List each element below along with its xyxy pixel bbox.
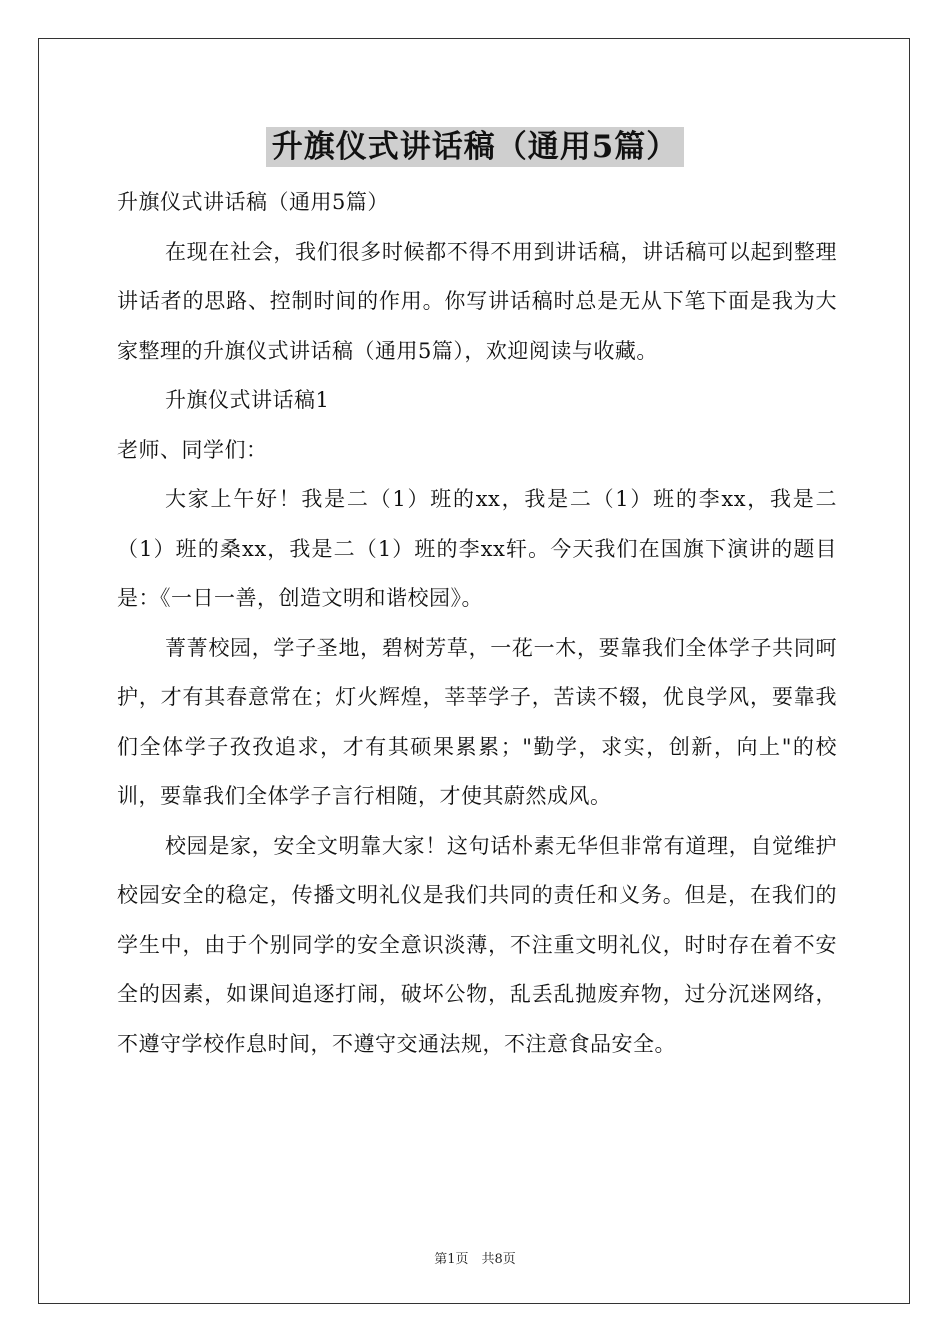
salutation: 老师、同学们： (117, 437, 268, 462)
paragraph: 在现在社会，我们很多时候都不得不用到讲话稿，讲话稿可以起到整理讲话者的思路、控制时间的作用。你写讲话稿时总是无从下笔下面是我为大家整理的升旗仪式讲话稿（通用5篇），欢迎阅读与收藏。 (117, 239, 837, 363)
title-container (0, 127, 950, 167)
page-footer (0, 1248, 950, 1267)
section-heading: 升旗仪式讲话稿1 (165, 388, 330, 412)
paragraph: 菁菁校园，学子圣地，碧树芳草，一花一木，要靠我们全体学子共同呵护，才有其春意常在；灯火辉煌，莘莘学子，苦读不辍，优良学风，要靠我们全体学子孜孜追求，才有其硕果累累；"勤学，求实，创新，向上"的校训，要靠我们全体学子言行相随，才使其蔚然成风。 (117, 635, 837, 808)
page-number: 第1页 共8页 (434, 1252, 516, 1267)
paragraph: 校园是家，安全文明靠大家！这句话朴素无华但非常有道理，自觉维护校园安全的稳定，传播文明礼仪是我们共同的责任和义务。但是，在我们的学生中，由于个别同学的安全意识淡薄，不注重文明礼仪，时时存在着不安全的因素，如课间追逐打闹，破坏公物，乱丢乱抛废弃物，过分沉迷网络，不遵守学校作息时间，不遵守交通法规，不注意食品安全。 (117, 833, 837, 1056)
paragraph: 大家上午好！我是二（1）班的xx，我是二（1）班的李xx，我是二（1）班的桑xx，我是二（1）班的李xx轩。今天我们在国旗下演讲的题目是：《一日一善，创造文明和谐校园》。 (117, 487, 837, 610)
paragraph: 升旗仪式讲话稿（通用5篇） (117, 190, 389, 214)
document-title: 升旗仪式讲话稿（通用5篇） (266, 127, 685, 167)
document-body (117, 178, 837, 1069)
